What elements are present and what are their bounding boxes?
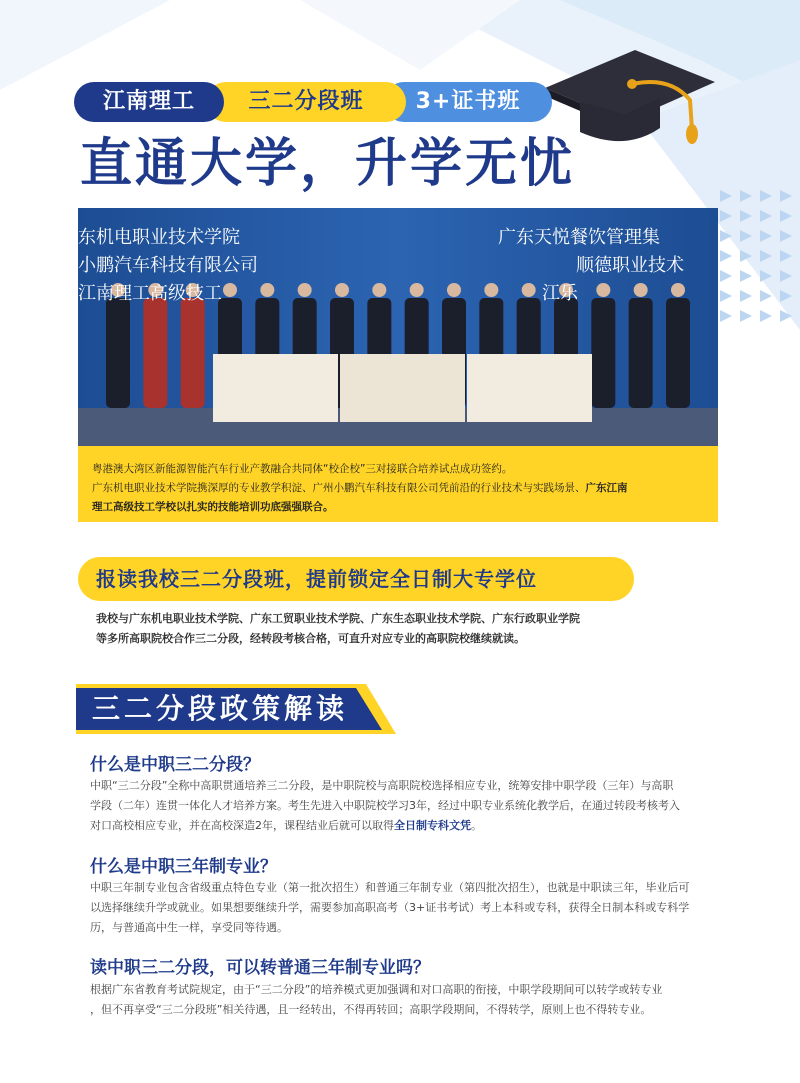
person-head xyxy=(335,283,349,297)
tag-school: 江南理工 xyxy=(74,82,224,122)
answer-paragraph xyxy=(90,878,715,938)
signing-ceremony-photo xyxy=(78,208,718,446)
banner-left xyxy=(78,224,258,308)
banner-right-line: 江乐 xyxy=(542,283,578,304)
caption-line xyxy=(92,498,704,517)
answer-line: 根据广东省教育考试院规定，由于“三二分段”的培养模式更加强调和对口高职的衔接，中职学段期间可以转学或转专业 xyxy=(90,983,663,996)
person-head xyxy=(260,283,274,297)
photo-caption xyxy=(78,446,718,522)
person-body xyxy=(106,298,130,408)
answer-text: 。 xyxy=(471,819,482,832)
caption-bold: 理工高级技工学校以扎实的技能培训功底强强联合。 xyxy=(92,501,334,513)
caption-line xyxy=(92,479,704,498)
answer-line: 中职“三二分段”全称中高职贯通培养三二分段，是中职院校与高职院校选择相应专业，统筹安排中职学段（三年）与高职 xyxy=(90,779,674,792)
tag-cert: 3+证书班 xyxy=(384,82,552,122)
answer-line: 历，与普通高中生一样，享受同等待遇。 xyxy=(90,921,288,934)
person-head xyxy=(298,283,312,297)
section-title: 三二分段政策解读 xyxy=(92,692,349,725)
enroll-banner-title: 报读我校三二分段班，提前锁定全日制大专学位 xyxy=(96,567,537,591)
person-body xyxy=(591,298,615,408)
answer-highlight: 全日制专科文凭 xyxy=(394,819,471,832)
intro-paragraph xyxy=(96,609,696,649)
page-headline: 直通大学，升学无忧 xyxy=(80,134,576,194)
person-body xyxy=(143,298,167,408)
answer-paragraph xyxy=(90,980,715,1020)
banner-right xyxy=(498,224,684,308)
person-body xyxy=(629,298,653,408)
banner-left-line: 东机电职业技术学院 xyxy=(78,227,240,248)
answer-text: 对口高校相应专业，并在高校深造2年，课程结业后就可以取得 xyxy=(90,819,394,832)
question-heading: 读中职三二分段，可以转普通三年制专业吗？ xyxy=(90,958,430,978)
person-body xyxy=(666,298,690,408)
caption-bold: 广东江南 xyxy=(585,482,628,494)
answer-line: 中职三年制专业包含省级重点特色专业（第一批次招生）和普通三年制专业（第四批次招生），也就是中职读三年，毕业后可 xyxy=(90,881,690,894)
answer-line xyxy=(90,816,715,836)
person-body xyxy=(181,298,205,408)
person-head xyxy=(447,283,461,297)
question-heading: 什么是中职三二分段？ xyxy=(90,755,260,775)
answer-line: 学段（二年）连贯一体化人才培养方案。考生先进入中职院校学习3年，经过中职专业系统化教学后，在通过转段考核考入 xyxy=(90,799,680,812)
banner-left-line: 小鹏汽车科技有限公司 xyxy=(78,255,258,276)
answer-paragraph xyxy=(90,776,715,836)
intro-line: 我校与广东机电职业技术学院、广东工贸职业技术学院、广东生态职业技术学院、广东行政职业学院 xyxy=(96,612,580,625)
answer-line: 以选择继续升学或就业。如果想要继续升学，需要参加高职高考（3+证书考试）考上本科或专科，获得全日制本科或专科学 xyxy=(90,901,690,914)
banner-right-line: 广东天悦餐饮管理集 xyxy=(498,227,660,248)
answer-line: ，但不再享受“三二分段班”相关待遇，且一经转出，不得再转回；高职学段期间，不得转学，原则上也不得转专业。 xyxy=(90,1003,652,1016)
tag-program: 三二分段班 xyxy=(206,82,406,122)
intro-line: 等多所高职院校合作三二分段，经转段考核合格，可直升对应专业的高职院校继续就读。 xyxy=(96,632,525,645)
person-head xyxy=(484,283,498,297)
banner-left-line: 江南理工高级技工 xyxy=(78,283,222,304)
person-head xyxy=(410,283,424,297)
person-head xyxy=(372,283,386,297)
banner-right-line: 顺德职业技术 xyxy=(576,255,684,276)
question-heading: 什么是中职三年制专业？ xyxy=(90,857,277,877)
caption-line: 粤港澳大湾区新能源智能汽车行业产教融合共同体“校企校”三对接联合培养试点成功签约。 xyxy=(92,463,513,475)
caption-text: 广东机电职业技术学院携深厚的专业教学积淀、广州小鹏汽车科技有限公司凭前沿的行业技术与实践场景、 xyxy=(92,482,586,494)
